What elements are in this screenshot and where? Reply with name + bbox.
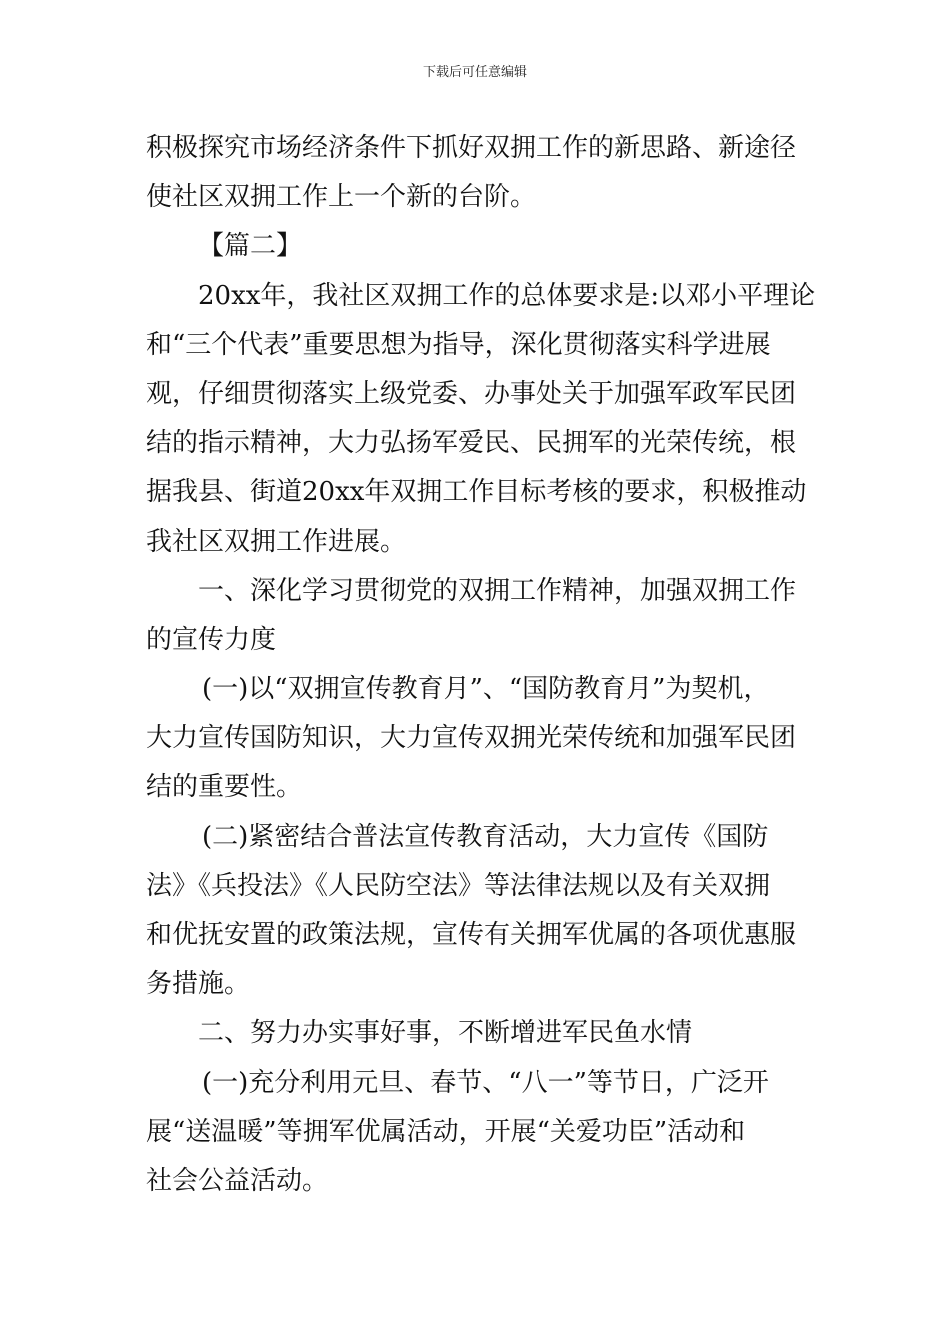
- text-line: 务措施。: [146, 969, 251, 1000]
- text-line: (一)以“双拥宣传教育月”、“国防教育月”为契机，: [202, 674, 770, 705]
- document-body: [146, 124, 836, 1206]
- subheading-line: 一、深化学习贯彻党的双拥工作精神，加强双拥工作: [198, 575, 797, 606]
- text-line: 大力宣传国防知识，大力宣传双拥光荣传统和加强军民团: [146, 723, 797, 754]
- text-line: (一)充分利用元旦、春节、“八一”等节日，广泛开: [202, 1067, 769, 1098]
- text-line: (二)紧密结合普法宣传教育活动，大力宣传《国防: [202, 821, 769, 852]
- page-header-note: 下载后可任意编辑: [422, 65, 527, 80]
- text-line: 展“送温暖”等拥军优属活动，开展“关爱功臣”活动和: [146, 1116, 746, 1147]
- text-line: 观，仔细贯彻落实上级党委、办事处关于加强军政军民团: [146, 378, 797, 409]
- section-heading: 【篇二】: [198, 231, 303, 262]
- text-line: 据我县、街道20xx年双拥工作目标考核的要求，积极推动: [146, 477, 807, 508]
- subheading-line: 二、努力办实事好事，不断增进军民鱼水情: [198, 1018, 693, 1049]
- text-line: 和“三个代表”重要思想为指导，深化贯彻落实科学进展: [146, 329, 771, 360]
- text-line: 社会公益活动。: [146, 1165, 329, 1196]
- text-line: 法》《兵投法》《人民防空法》等法律法规以及有关双拥: [146, 870, 771, 901]
- text-line: 结的重要性。: [146, 772, 303, 803]
- text-line: 积极探究市场经济条件下抓好双拥工作的新思路、新途径: [146, 133, 797, 163]
- text-line: 20xx年，我社区双拥工作的总体要求是:以邓小平理论: [198, 280, 816, 311]
- subheading-line: 的宣传力度: [146, 624, 277, 655]
- text-line: 我社区双拥工作进展。: [146, 526, 407, 557]
- text-line: 使社区双拥工作上一个新的台阶。: [146, 182, 537, 213]
- text-line: 结的指示精神，大力弘扬军爱民、民拥军的光荣传统，根: [146, 428, 797, 459]
- text-line: 和优抚安置的政策法规，宣传有关拥军优属的各项优惠服: [146, 920, 797, 950]
